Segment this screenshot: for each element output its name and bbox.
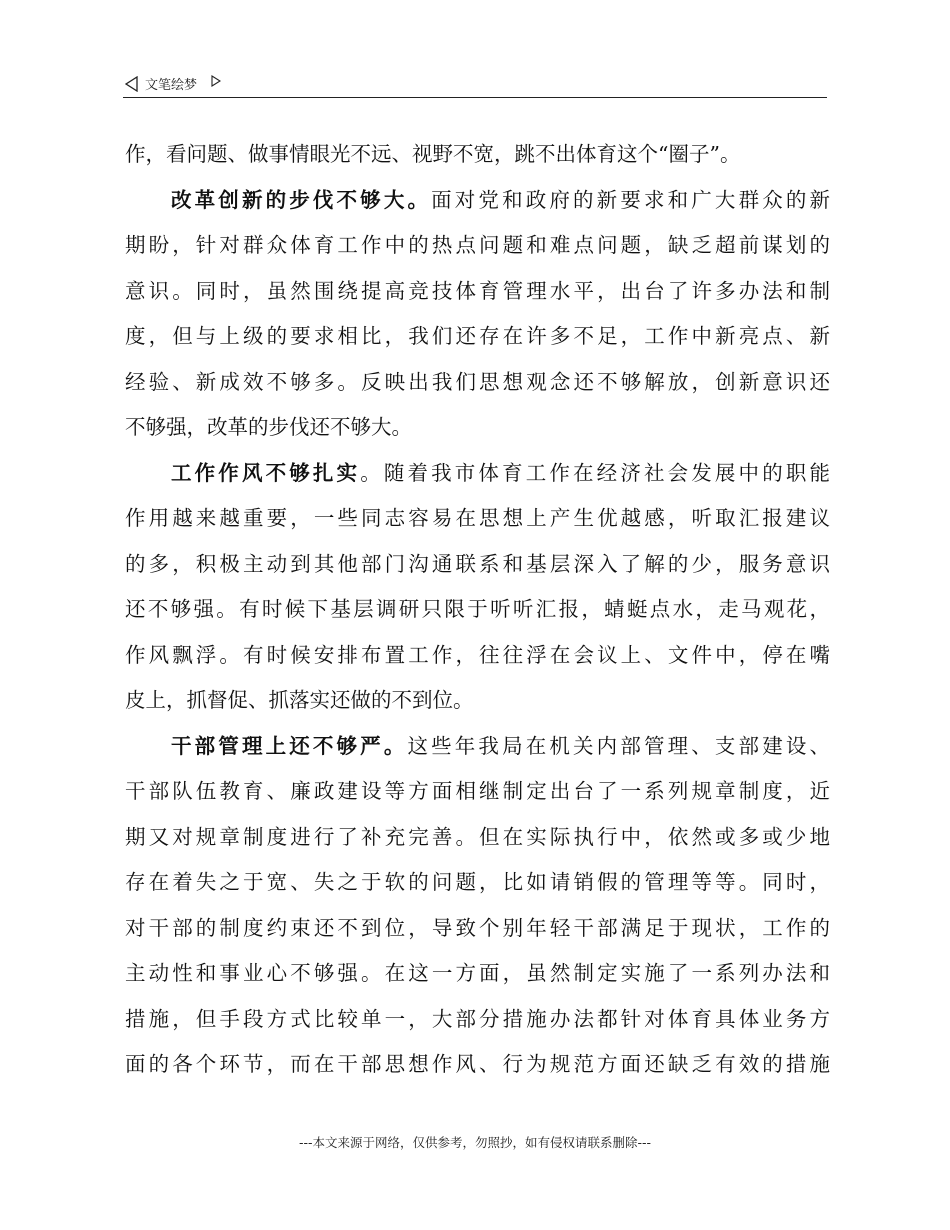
text-line: 存在着失之于宽、失之于软的问题，比如请销假的管理等等。同时， <box>125 870 830 894</box>
paragraph-heading: 干部管理上还不够严。 <box>171 733 408 758</box>
page-header <box>123 70 827 98</box>
header-brand: 文笔绘梦 <box>145 78 198 93</box>
text-line: 措施，但手段方式比较单一，大部分措施办法都针对体育具体业务方 <box>125 1006 830 1031</box>
text-line: 期盼，针对群众体育工作中的热点问题和难点问题，缺乏超前谋划的 <box>125 233 830 257</box>
text-line: 期又对规章制度进行了补充完善。但在实际执行中，依然或多或少地 <box>125 824 830 849</box>
paragraph-heading: 工作作风不够扎实 <box>171 460 361 485</box>
paragraph-heading: 改革创新的步伐不够大。 <box>171 187 432 212</box>
text-line: 作，看问题、做事情眼光不远、视野不宽，跳不出体育这个“圈子”。 <box>125 142 741 166</box>
text-span: 面对党和政府的新要求和广大群众的新 <box>431 187 830 212</box>
triangle-right-icon <box>211 75 221 87</box>
text-span: 这些年我局在机关内部管理、支部建设、 <box>407 733 830 758</box>
paragraph-first-line <box>125 724 830 770</box>
footer-notice: ---本文来源于网络，仅供参考，勿照抄，如有侵权请联系删除--- <box>298 1135 652 1150</box>
text-line: 作用越来越重要，一些同志容易在思想上产生优越感，听取汇报建议 <box>125 506 830 530</box>
text-line: 皮上，抓督促、抓落实还做的不到位。 <box>125 688 474 712</box>
text-line: 面的各个环节，而在干部思想作风、行为规范方面还缺乏有效的措施 <box>125 1052 830 1076</box>
text-line: 度，但与上级的要求相比，我们还存在许多不足，工作中新亮点、新 <box>125 324 830 348</box>
paragraph-first-line <box>125 178 830 224</box>
text-line: 干部队伍教育、廉政建设等方面相继制定出台了一系列规章制度，近 <box>125 779 830 803</box>
text-line: 对干部的制度约束还不到位，导致个别年轻干部满足于现状，工作的 <box>125 915 830 940</box>
text-line: 作风飘浮。有时候安排布置工作，往往浮在会议上、文件中，停在嘴 <box>125 642 830 667</box>
text-line: 还不够强。有时候下基层调研只限于听听汇报，蜻蜓点水，走马观花， <box>125 597 830 621</box>
text-line: 的多，积极主动到其他部门沟通联系和基层深入了解的少，服务意识 <box>125 551 830 576</box>
text-line: 主动性和事业心不够强。在这一方面，虽然制定实施了一系列办法和 <box>125 961 830 985</box>
text-span: 。随着我市体育工作在经济社会发展中的职能 <box>360 460 830 485</box>
text-line: 不够强，改革的步伐还不够大。 <box>125 415 412 439</box>
text-line: 意识。同时，虽然围绕提高竞技体育管理水平，出台了许多办法和制 <box>125 278 830 303</box>
paragraph-first-line <box>125 451 830 497</box>
document-body <box>125 132 830 1088</box>
text-line: 经验、新成效不够多。反映出我们思想观念还不够解放，创新意识还 <box>125 369 830 394</box>
